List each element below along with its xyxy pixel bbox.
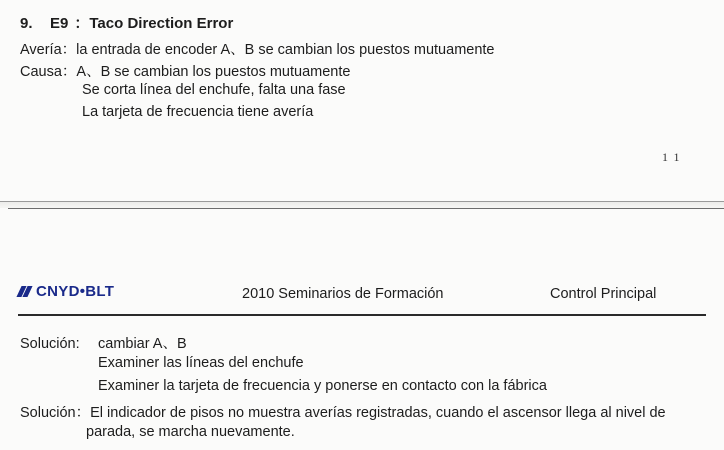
solution2-label: Solución： [20, 405, 91, 421]
logo-mark-icon [18, 286, 34, 297]
page-edge-divider [8, 208, 724, 209]
solution-item: Examiner las líneas del enchufe [98, 355, 304, 371]
cause-item: La tarjeta de frecuencia tiene avería [82, 104, 314, 120]
solution-label: Solución: [20, 336, 80, 352]
solution-item: Examiner la tarjeta de frecuencia y ponerse en contacto con la fábrica [98, 378, 547, 394]
logo-text: CNYD•BLT [36, 283, 115, 300]
error-title: Taco Direction Error [89, 15, 234, 32]
heading-separator: ： [74, 15, 90, 32]
error-code: E9 [50, 15, 69, 32]
cause-label: Causa： [20, 64, 77, 80]
page-number: 11 [662, 150, 686, 164]
solution-line [20, 332, 187, 353]
header-center-title: 2010 Seminarios de Formación [242, 286, 444, 302]
cause-line [20, 60, 350, 81]
header-right-title: Control Principal [550, 286, 657, 302]
fault-line [20, 38, 495, 59]
brand-logo [18, 283, 114, 300]
header-rule [18, 314, 706, 316]
cause-item: A、B se cambian los puestos mutuamente [76, 64, 351, 80]
section-number: 9. [20, 15, 33, 32]
solution2-line [20, 401, 666, 422]
solution-item: cambiar A、B [98, 336, 187, 352]
fault-text: la entrada de encoder A、B se cambian los puestos mutuamente [76, 42, 495, 58]
cause-item: Se corta línea del enchufe, falta una fase [82, 82, 346, 98]
solution2-text: El indicador de pisos no muestra averías registradas, cuando el ascensor llega al nivel de [90, 405, 666, 421]
section-heading [20, 12, 233, 33]
solution2-text-continued: parada, se marcha nuevamente. [86, 424, 295, 440]
fault-label: Avería： [20, 42, 77, 58]
